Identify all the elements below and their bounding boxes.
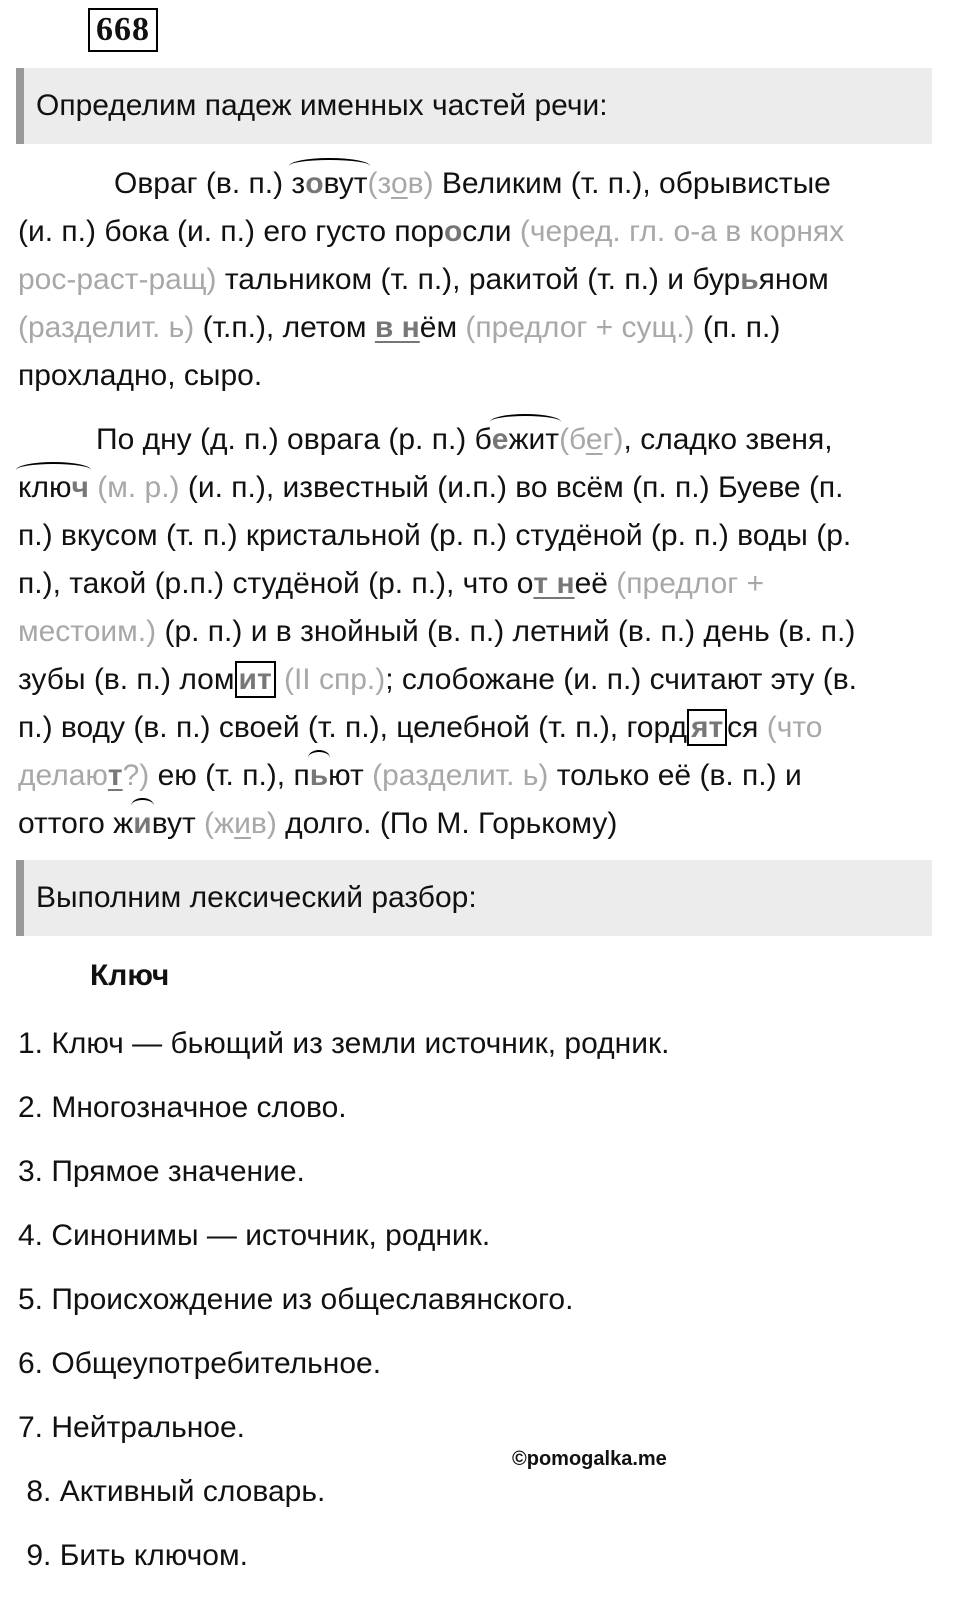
letter-highlight: т (107, 759, 123, 792)
paragraph-1-line-5 (18, 352, 938, 400)
grey-note: о (390, 167, 408, 200)
root-arc (291, 160, 367, 208)
text: ют (328, 759, 373, 792)
text: Великим (т. п.), обрывистые (441, 167, 831, 200)
root-arc (310, 752, 328, 800)
grey-note: (б (559, 423, 586, 456)
paragraph-2-line-8 (18, 752, 938, 800)
text: ею (т. п.), п (157, 759, 310, 792)
grey-note: (разделит. ь) (18, 311, 203, 344)
text: её (574, 567, 617, 600)
grey-note: (предлог + (616, 567, 765, 600)
text: зубы (в. п.) лом (18, 663, 235, 696)
paragraph-2-line-9 (18, 800, 938, 848)
grey-note: (что (766, 711, 823, 744)
text: сли (462, 215, 520, 248)
grey-note: (ж (204, 807, 235, 840)
text: яном (758, 263, 829, 296)
text: (и. п.) бока (и. п.) его густо пор (18, 215, 444, 248)
paragraph-1-line-1 (18, 160, 938, 208)
text: только её (в. п.) и (556, 759, 802, 792)
preposition-highlight: т н (533, 567, 575, 600)
grey-note: в) (407, 167, 442, 200)
text: (п. п.) (702, 311, 781, 344)
text: , сладко звеня, (623, 423, 833, 456)
list-item: 6. Общеупотребительное. (18, 1347, 382, 1380)
paragraph-2-line-7 (18, 704, 938, 752)
text: вут (151, 807, 205, 840)
grey-note: (разделит. ь) (372, 759, 557, 792)
watermark: ©pomogalka.me (512, 1448, 667, 1470)
task-number: 668 (88, 8, 158, 52)
text: з (291, 167, 306, 200)
list-item: 1. Ключ — бьющий из земли источник, родник. (18, 1027, 670, 1060)
paragraph-2-line-4 (18, 560, 938, 608)
text: долго. (По М. Горькому) (285, 807, 618, 840)
vowel-highlight: о (305, 167, 324, 200)
grey-note: в) (250, 807, 286, 840)
text: Овраг (в. п.) (114, 167, 292, 200)
grey-note: делаю (18, 759, 108, 792)
section-heading-lexical: Выполним лексический разбор: (16, 860, 932, 936)
paragraph-2-line-5 (18, 608, 938, 656)
text: По дну (д. п.) оврага (р. п.) б (96, 423, 492, 456)
soft-sign-highlight: ь (309, 759, 329, 792)
grey-note: местоим.) (18, 615, 165, 648)
root-arc (18, 464, 89, 512)
list-item: 7. Нейтральное. (18, 1411, 245, 1444)
ending-box: ят (687, 709, 727, 746)
vowel-highlight: и (133, 807, 152, 840)
text: п.), такой (р.п.) студёной (р. п.), что о (18, 567, 534, 600)
text: клю (18, 471, 72, 504)
paragraph-2-line-2 (18, 464, 938, 512)
preposition-highlight: в н (374, 311, 420, 344)
consonant-highlight: ч (71, 471, 89, 504)
list-item: 9. Бить ключом. (18, 1539, 248, 1572)
text: оттого ж (18, 807, 134, 840)
paragraph-1-line-2 (18, 208, 938, 256)
grey-note: ?) (122, 759, 158, 792)
paragraph-1 (18, 160, 938, 400)
list-item: 8. Активный словарь. (18, 1475, 326, 1508)
grey-note: (м. р.) (88, 471, 188, 504)
root-arc (492, 416, 559, 464)
text: тальником (т. п.), ракитой (т. п.) и бур (224, 263, 741, 296)
paragraph-1-line-3 (18, 256, 938, 304)
ending-box: ит (235, 661, 276, 698)
list-item: 2. Многозначное слово. (18, 1091, 347, 1124)
text: (т.п.), летом (202, 311, 375, 344)
text: ём (419, 311, 466, 344)
text: ся (727, 711, 767, 744)
paragraph-1-line-4 (18, 304, 938, 352)
text: п.) воду (в. п.) своей (т. п.), целебной (т. п.), горд (18, 711, 687, 744)
paragraph-2 (18, 416, 938, 848)
grey-note: (предлог + сущ.) (465, 311, 703, 344)
vowel-highlight: о (443, 215, 463, 248)
text: вут (323, 167, 368, 200)
list-item: 4. Синонимы — источник, родник. (18, 1219, 491, 1252)
text: жит (508, 423, 560, 456)
paragraph-2-line-1 (18, 416, 938, 464)
text: (и. п.), известный (и.п.) во всём (п. п.) Буеве (п. (187, 471, 844, 504)
list-item: 3. Прямое значение. (18, 1155, 305, 1188)
text: (р. п.) и в знойный (в. п.) летний (в. п.) день (в. п.) (164, 615, 856, 648)
lexical-title: Ключ (90, 959, 170, 992)
soft-sign-highlight: ь (740, 263, 759, 296)
grey-note: (з (367, 167, 391, 200)
grey-note: г) (602, 423, 624, 456)
grey-note: (II спр.) (275, 663, 386, 696)
section-heading-cases: Определим падеж именных частей речи: (16, 68, 932, 144)
paragraph-2-line-6 (18, 656, 938, 704)
grey-note: е (585, 423, 603, 456)
text: ; слобожане (и. п.) считают эту (в. (385, 663, 858, 696)
vowel-highlight: е (491, 423, 509, 456)
text: п.) вкусом (т. п.) кристальной (р. п.) студёной (р. п.) воды (р. (18, 519, 852, 552)
paragraph-2-line-3 (18, 512, 938, 560)
grey-note: (черед. гл. о-а в корнях (519, 215, 845, 248)
text: прохладно, сыро. (18, 359, 263, 392)
root-arc (133, 800, 151, 848)
grey-note: рос-раст-ращ) (18, 263, 225, 296)
lexical-list (18, 1012, 938, 1588)
list-item: 5. Происхождение из общеславянского. (18, 1283, 574, 1316)
grey-note: и (234, 807, 251, 840)
